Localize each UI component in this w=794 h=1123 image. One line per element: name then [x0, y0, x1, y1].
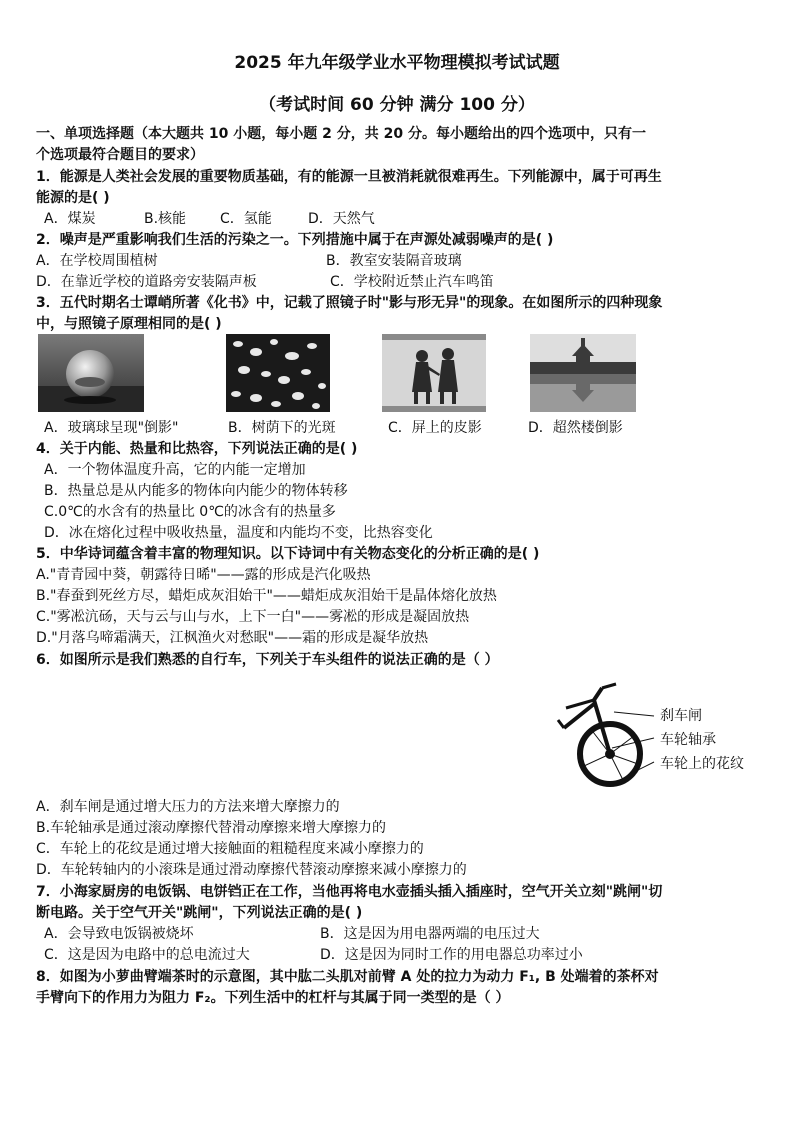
question-2-option-a: A．在学校周围植树 [36, 253, 158, 269]
question-4-option-b: B．热量总是从内能多的物体向内能少的物体转移 [44, 483, 348, 499]
exam-subtitle: （考试时间 60 分钟 满分 100 分） [259, 95, 535, 115]
question-6-option-a: A．刹车闸是通过增大压力的方法来增大摩擦力的 [36, 799, 340, 815]
question-7-option-c: C．这是因为电路中的总电流过大 [44, 947, 250, 963]
question-3-caption-b: B．树荫下的光斑 [228, 420, 336, 436]
question-5-option-d: D."月落乌啼霜满天，江枫渔火对愁眠"——霜的形成是凝华放热 [36, 630, 429, 646]
question-3-caption-a: A．玻璃球呈现"倒影" [44, 420, 179, 436]
page-title: 2025 年九年级学业水平物理模拟考试试题 [234, 53, 560, 73]
figure-label-brake: 刹车闸 [660, 708, 702, 724]
question-5-stem: 5．中华诗词蕴含着丰富的物理知识。以下诗词中有关物态变化的分析正确的是( ) [36, 546, 540, 562]
section-heading-cont: 个选项最符合题目的要求） [36, 147, 204, 163]
question-7-stem: 7．小海家厨房的电饭锅、电饼铛正在工作，当他再将电水壶插头插入插座时，空气开关立刻"跳闸"切 [36, 884, 663, 900]
question-5-option-a: A."青青园中葵，朝露待日晞"——露的形成是汽化吸热 [36, 567, 371, 583]
question-1-option-a: A．煤炭 [44, 211, 96, 227]
question-6-stem: 6．如图所示是我们熟悉的自行车，下列关于车头组件的说法正确的是（ ） [36, 652, 499, 668]
bicycle-figure [554, 680, 790, 796]
question-7-option-d: D．这是因为同时工作的用电器总功率过小 [320, 947, 583, 963]
question-6-option-d: D．车轮转轴内的小滚珠是通过滑动摩擦代替滚动摩擦来减小摩擦力的 [36, 862, 467, 878]
question-4-option-d: D．冰在熔化过程中吸收热量，温度和内能均不变，比热容变化 [44, 525, 433, 541]
question-1-option-d: D．天然气 [308, 211, 375, 227]
question-6-option-c: C．车轮上的花纹是通过增大接触面的粗糙程度来减小摩擦力的 [36, 841, 424, 857]
question-2-stem: 2．噪声是严重影响我们生活的污染之一。下列措施中属于在声源处减弱噪声的是( ) [36, 232, 554, 248]
question-2-option-d: C．学校附近禁止汽车鸣笛 [330, 274, 494, 290]
figure-label-tread: 车轮上的花纹 [660, 756, 744, 772]
question-5-option-b: B."春蚕到死丝方尽，蜡炬成灰泪始干"——蜡炬成灰泪始干是晶体熔化放热 [36, 588, 497, 604]
question-7-option-a: A．会导致电饭锅被烧坏 [44, 926, 194, 942]
question-1-option-c: C．氢能 [220, 211, 272, 227]
question-3-caption-c: C．屏上的皮影 [388, 420, 482, 436]
section-heading: 一、单项选择题（本大题共 10 小题，每小题 2 分，共 20 分。每小题给出的四个选项中，只有一 [36, 126, 646, 142]
question-7-stem-cont: 断电路。关于空气开关"跳闸"，下列说法正确的是( ) [36, 905, 363, 921]
question-8-stem-cont: 手臂向下的作用力为阻力 F₂。下列生活中的杠杆与其属于同一类型的是（ ） [36, 990, 510, 1006]
question-3-stem-cont: 中，与照镜子原理相同的是( ) [36, 316, 222, 332]
question-3-stem: 3．五代时期名士谭峭所著《化书》中，记载了照镜子时"影与形无异"的现象。在如图所示的四种现象 [36, 295, 663, 311]
question-6-option-b: B.车轮轴承是通过滚动摩擦代替滑动摩擦来增大摩擦力的 [36, 820, 387, 836]
question-4-stem: 4．关于内能、热量和比热容，下列说法正确的是( ) [36, 441, 358, 457]
photo-shadow-puppet [382, 334, 486, 412]
figure-label-bearing: 车轮轴承 [660, 732, 716, 748]
question-3-caption-d: D．超然楼倒影 [528, 420, 623, 436]
photo-chaoran-tower-reflection [530, 334, 636, 412]
photo-glass-ball [38, 334, 144, 412]
photo-tree-light-spots [226, 334, 330, 412]
question-1-option-b: B.核能 [144, 211, 187, 227]
question-1-stem: 1．能源是人类社会发展的重要物质基础，有的能源一旦被消耗就很难再生。下列能源中，属于可再生 [36, 169, 662, 185]
question-4-option-a: A．一个物体温度升高，它的内能一定增加 [44, 462, 306, 478]
question-2-option-b: B．教室安装隔音玻璃 [326, 253, 462, 269]
question-5-option-c: C."雾凇沆砀，天与云与山与水，上下一白"——雾凇的形成是凝固放热 [36, 609, 470, 625]
question-2-option-c: D．在靠近学校的道路旁安装隔声板 [36, 274, 257, 290]
question-1-stem-cont: 能源的是( ) [36, 190, 110, 206]
question-7-option-b: B．这是因为用电器两端的电压过大 [320, 926, 540, 942]
question-4-option-c: C.0℃的水含有的热量比 0℃的冰含有的热量多 [44, 504, 336, 520]
question-8-stem: 8．如图为小萝曲臂端茶时的示意图，其中肱二头肌对前臂 A 处的拉力为动力 F₁, B 处端着的茶杯对 [36, 969, 659, 985]
